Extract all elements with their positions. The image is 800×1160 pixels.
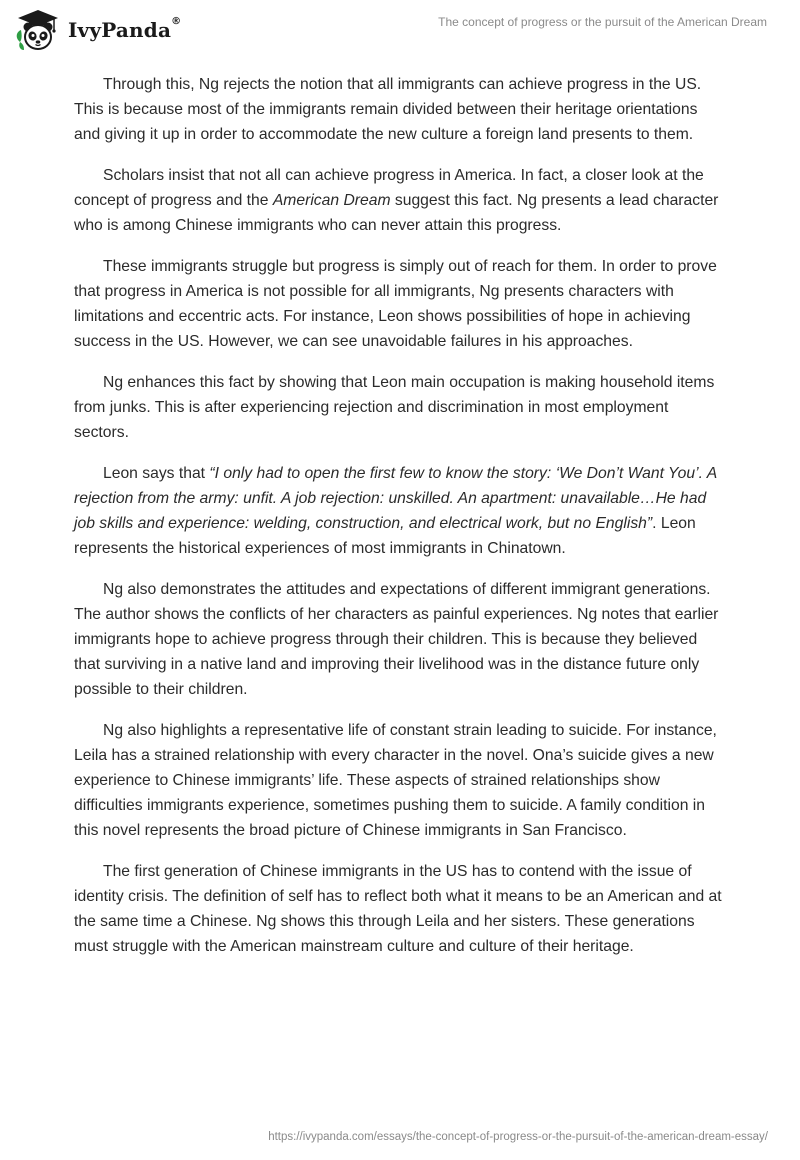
- paragraph-text: Leon says that: [103, 465, 210, 482]
- paragraph: Through this, Ng rejects the notion that all immigrants can achieve progress in the US. This is because most of the immigrants remain divided between their heritage orientations and giving it up in order to accommodate the new culture a foreign land presents to them.: [74, 76, 702, 143]
- paragraph: Ng also highlights a representative life of constant strain leading to suicide. For instance, Leila has a strained relationship with every character in the novel. Ona’s suicide gives a new experience to Chinese immigrants’ life. These aspects of strained relationships show difficulties immigrants experience, sometimes pushing them to suicide. A family condition in this novel represents the broad picture of Chinese immigrants in San Francisco.: [74, 722, 717, 839]
- paragraph: These immigrants struggle but progress is simply out of reach for them. In order to prove that progress in America is not possible for all immigrants, Ng presents characters with limitations and eccentric acts. For instance, Leon shows possibilities of hope in achieving success in the US. However, we can see unavoidable failures in his approaches.: [74, 258, 717, 350]
- quote-text: “I only had to open the first few to know the story: ‘We Don’t Want You’. A rejection from the army: unfit. A job rejection: unskilled. An apartment: unavailable…He had job skills and experience: welding, construction, and electrical work, but no English”: [74, 465, 717, 532]
- essay-body: [74, 72, 726, 975]
- paragraph: [74, 163, 726, 238]
- ivypanda-logo[interactable]: [14, 8, 181, 52]
- page-header: [0, 0, 800, 60]
- brand-name: [68, 18, 181, 42]
- panda-graduate-icon: [14, 8, 62, 52]
- emphasis-text: American Dream: [272, 192, 391, 209]
- registered-mark: ®: [171, 16, 182, 27]
- paragraph-text: Scholars insist that not all can achieve progress in America. In fact, a closer look at the concept of progress and the: [74, 167, 704, 209]
- paragraph-text: suggest this fact. Ng presents a lead character who is among Chinese immigrants who can never attain this progress.: [74, 192, 719, 234]
- essay-header-title: The concept of progress or the pursuit of the American Dream: [438, 15, 767, 29]
- paragraph: [74, 461, 726, 561]
- paragraph: Ng also demonstrates the attitudes and expectations of different immigrant generations. The author shows the conflicts of her characters as painful experiences. Ng notes that earlier immigrants hope to achieve progress through their children. This is because they believed that surviving in a native land and improving their livelihood was in the distance future only possible to their children.: [74, 581, 719, 698]
- paragraph: The first generation of Chinese immigrants in the US has to contend with the issue of identity crisis. The definition of self has to reflect both what it means to be an American and at the same time a Chinese. Ng shows this through Leila and her sisters. These generations must struggle with the American mainstream culture and culture of their heritage.: [74, 863, 722, 955]
- paragraph-text: . Leon represents the historical experiences of most immigrants in Chinatown.: [74, 515, 696, 557]
- brand-name-text: IvyPanda: [68, 18, 172, 42]
- source-url-link[interactable]: https://ivypanda.com/essays/the-concept-of-progress-or-the-pursuit-of-the-american-dream-essay/: [268, 1131, 768, 1143]
- paragraph: Ng enhances this fact by showing that Leon main occupation is making household items from junks. This is after experiencing rejection and discrimination in most employment sectors.: [74, 374, 715, 441]
